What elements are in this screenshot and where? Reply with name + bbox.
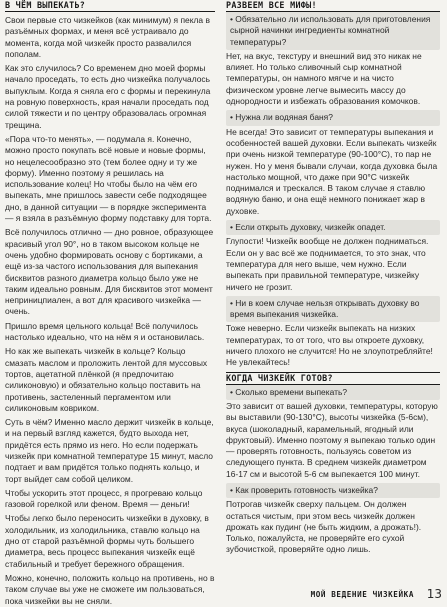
book-title: МОЙ ВЕДЕНИЕ ЧИЗКЕЙКА: [310, 590, 414, 599]
readiness-answer: Это зависит от вашей духовки, температуры, которую вы выставили (90-130°C), высоты чизкейка (5-6см), вкуса (шоколадный, карамельный, ягодный или фруктовый). Именно поэтому я выпекаю только один — проверять готовность, пользуясь советом из следующего пункта. В среднем чизкейк диаметром 16-17 см и высотой 5-6 см выпекается 100 минут.: [226, 400, 438, 479]
right-column: [226, 0, 440, 556]
section-heading-readiness: КОГДА ЧИЗКЕЙК ГОТОВ?: [226, 372, 440, 385]
paragraph: Всё получилось отлично — дно ровное, образующее красивый угол 90°, но в таком высоком кольце не очень удобно формировать основу с бортиками, а ещё из-за частого использования для выпекания бисквитов разного диаметра кольцо было уже не таким идеально ровным. Для бисквитов этот момент неприницпиален, а вот для красивого чизкейка — очень.: [5, 227, 214, 317]
myth-answer: Не всегда! Это зависит от температуры выпекания и особенностей вашей духовки. Если выпекать чизкейк при очень низкой температуре (90-100°C), то пар не нужен. Но у меня бывали случаи, когда духовка была настолько мощной, что даже при 90°C чизкейк поднимался и трескался. В таком случае я ставлю водяную баню, и она ещё немного понижает жар в духовке.: [226, 126, 438, 216]
paragraph: Как это случилось? Со временем дно моей формы начало проседать, то есть дно чизкейка получалось выпуклым. Когда я сняла его с формы и перекинула на ровную поверхность, края начали проседать под силой тяжести и по центру образовалась огромная трещина.: [5, 63, 211, 130]
readiness-question: • Сколько времени выпекать?: [230, 386, 348, 397]
readiness-answer: Потрогав чизкейк сверху пальцем. Он должен остаться чистым, при этом весь чизкейк должен дрожать как пудинг (не быть жидким, а дрожать!). Только, пожалуйста, не проверяйте его сухой зубочисткой, проверяйте одно лишь.: [226, 499, 422, 555]
myth-question: • Если открыть духовку, чизкейк опадет.: [230, 222, 386, 233]
readiness-question: • Как проверить готовность чизкейка?: [230, 484, 378, 495]
paragraph: Чтобы ускорить этот процесс, я прогреваю кольцо газовой горелкой или феном. Время — деньги!: [5, 487, 203, 510]
paragraph: Суть в чём? Именно масло держит чизкейк в кольце, и на первый взгляд кажется, будто выхода нет, придётся есть прямо из него. Но если подержать чизкейк при комнатной температуре 15 минут, масло подтает и вам придётся только поднять кольцо, и торт выйдет сам собой целиком.: [5, 417, 214, 484]
page-footer: [0, 586, 447, 600]
section-heading-myths: РАЗВЕЕМ ВСЕ МИФЫ!: [226, 0, 440, 12]
readiness-box: [226, 483, 440, 498]
paragraph: «Пора что-то менять», — подумала я. Конечно, можно просто покупать всё новые и новые формы, но нецелесообразно это (тем более одну и ту же форму). Именно поэтому я решилась на использование колец! Но чтобы было на чём его выпекать, мне пришлось завести себе подходящее дно, в данной ситуации — в порядке эксперимента — я взяла в разъёмную форму подставку для торта.: [5, 133, 212, 224]
myth-question: • Нужна ли водяная баня?: [230, 112, 333, 123]
paragraph: Но как же выпекать чизкейк в кольце? Кольцо смазать маслом и проложить лентой для муссовых тортов, ацетатной плёнкой (я предпочитаю силиконовую) и обязательно кольцо поставить на противень, застеленный пергаментом или силиконовым ковриком.: [5, 346, 208, 413]
myth-question: • Обязательно ли использовать для приготовления сырной начинки ингредиенты комнатной температуры?: [230, 14, 431, 47]
myth-box: [226, 12, 440, 50]
myth-box: [226, 296, 440, 323]
myth-answer: Тоже неверно. Если чизкейк выпекать на низких температурах, то от того, что вы откроете духовку, ничего плохого не случится! Но не злоупотребляйте! Не увлекайтесь!: [226, 323, 433, 368]
left-column: [5, 0, 215, 607]
readiness-box: [226, 385, 440, 400]
page-number: 13: [426, 587, 442, 601]
myth-answer: Нет, на вкус, текстуру и внешний вид это никак не влияет. Но только сливочный сыр комнатной температуры, он намного мягче и на чисто физическом уровне легче вымесить массу до однородности и избежать образования комочков.: [226, 50, 422, 107]
paragraph: Пришло время цельного кольца! Всё получилось настолько идеально, что на нём я и остановилась.: [5, 320, 205, 343]
paragraph: Можно, конечно, положить кольцо на противень, но в таком случае вы уже не сможете им пользоваться, пока чизкейки вы не сняли.: [5, 572, 215, 606]
myth-box: [226, 220, 440, 235]
section-heading-baking-vessel: В ЧЁМ ВЫПЕКАТЬ?: [5, 0, 215, 12]
myth-box: [226, 110, 440, 125]
paragraph: Свои первые сто чизкейков (как минимум) я пекла в разъёмных формах, и меня всё устраивало до момента, когда мой чизкейк просто развалился пополам.: [5, 15, 210, 59]
paragraph: Чтобы легко было переносить чизкейки в духовку, в холодильник, из холодильника, ставлю кольцо на дно от старой разъёмной формы чуть большего диаметра, весь процесс выпекания чизкейк ещё стабильный и требует бережного обращения.: [5, 513, 209, 569]
myth-answer: Глупости! Чизкейк вообще не должен подниматься. Если он у вас всё же поднимается, то это знак, что температура для него выше, чем нужно. Если выпекать при правильной температуре, чизкейку ничего не грозит.: [226, 236, 429, 292]
myth-question: • Ни в коем случае нельзя открывать духовку во время выпекания чизкейка.: [230, 297, 420, 320]
